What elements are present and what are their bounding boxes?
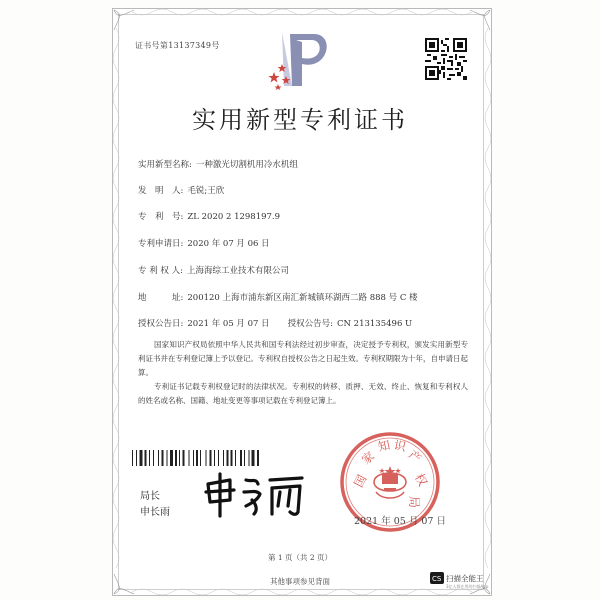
svg-text:权: 权 [411, 471, 430, 489]
field-application-date [138, 237, 270, 249]
barcode-bar [244, 450, 245, 466]
svg-text:CS: CS [432, 575, 442, 583]
field-patent-number [138, 210, 280, 222]
scanner-app-name: 扫描全能王 [446, 574, 484, 583]
barcode-bar [136, 450, 137, 466]
back-note: 其他事项参见背面 [270, 577, 330, 586]
barcode-bar [161, 450, 163, 466]
field-grant-date [138, 317, 412, 329]
field-label: 地 址: [138, 293, 184, 303]
patent-office-emblem-icon [262, 28, 334, 90]
page-number: 第 1 页（共 2 页） [267, 553, 333, 562]
barcode-bar [240, 450, 242, 466]
svg-text:产: 产 [405, 447, 424, 466]
field-inventor [138, 184, 224, 196]
field-label: 授权公告号: [287, 319, 334, 329]
barcode-bar [235, 450, 236, 466]
field-label: 授权公告日: [138, 319, 184, 329]
barcode-bar [175, 450, 177, 466]
field-value: 上海海综工业技术有限公司 [186, 266, 289, 276]
barcode-bar [257, 450, 259, 466]
field-label: 专 利 号: [138, 212, 184, 222]
seal-date: 2021 年 05 月 07 日 [354, 516, 446, 527]
barcode-bar [149, 450, 150, 466]
field-label: 实用新型名称: [138, 160, 192, 170]
svg-text:知: 知 [376, 437, 392, 455]
barcode-bar [189, 450, 190, 466]
barcode-bar [196, 450, 198, 466]
barcode-bar [205, 450, 206, 466]
field-value: 200120 上海市浦东新区南汇新城镇环湖西二路 888 号 C 楼 [187, 293, 418, 303]
field-value: ZL 2020 2 1298197.9 [187, 212, 281, 222]
barcode-bar [193, 450, 194, 466]
field-value: 2020 年 07 月 06 日 [187, 239, 270, 249]
barcode-bar [132, 450, 133, 466]
barcode-bar [158, 450, 159, 466]
barcode-bar [167, 450, 168, 466]
field-value: CN 213135496 U [337, 319, 413, 329]
certificate-title: 实用新型专利证书 [192, 106, 408, 134]
field-patentee [138, 264, 289, 276]
field-label: 专 利 权 人: [138, 266, 183, 276]
barcode-bar [139, 450, 142, 466]
svg-text:识: 识 [392, 437, 408, 455]
director-signature [200, 470, 310, 520]
barcode-bar [170, 450, 173, 466]
field-value: 2021 年 05 月 07 日 [187, 319, 270, 329]
field-value: 毛锐;王欣 [187, 186, 225, 196]
scanner-app-icon [430, 572, 444, 584]
barcode-bar [153, 450, 154, 466]
barcode-bar [200, 450, 201, 466]
barcode-bar [226, 450, 228, 466]
notice-paragraph-1: 国家知识产权局依照中华人民共和国专利法经过初步审查，决定授予专利权，颁发实用新型专利证书并在专利登记簿上予以登记。专利权自授权公告之日起生效。专利权期限为十年，自申请日起算。 [138, 340, 468, 377]
svg-text:局: 局 [407, 496, 421, 509]
barcode-bar [218, 450, 219, 466]
field-label: 发 明 人: [138, 186, 184, 196]
svg-text:国: 国 [351, 472, 370, 490]
barcode-bar [179, 450, 180, 466]
barcode-bar [182, 450, 184, 466]
qr-code-icon [425, 38, 467, 80]
certificate-number: 证书号第13137349号 [135, 41, 220, 50]
field-address [138, 291, 418, 303]
field-value: 一种激光切割机用冷水机组 [195, 160, 298, 170]
barcode-bar [214, 450, 215, 466]
barcode-bar [145, 450, 147, 466]
barcode-bar [210, 450, 212, 466]
director-name: 申长雨 [140, 507, 170, 518]
barcode-icon [132, 450, 322, 466]
barcode-bar [252, 450, 255, 466]
director-title: 局长 [140, 491, 160, 502]
scanner-app-slogan: 3亿人都在用的扫描App [446, 584, 489, 589]
svg-text:家: 家 [358, 448, 378, 468]
notice-paragraph-2: 专利证书记载专利权登记时的法律状况。专利权的转移、质押、无效、终止、恢复和专利权人的姓名或名称、国籍、地址变更等事项记载在专利登记簿上。 [138, 382, 468, 405]
field-label: 专利申请日: [138, 239, 184, 249]
barcode-bar [231, 450, 233, 466]
barcode-bar [248, 450, 249, 466]
barcode-bar [223, 450, 224, 466]
field-utility-model-name [138, 158, 298, 170]
